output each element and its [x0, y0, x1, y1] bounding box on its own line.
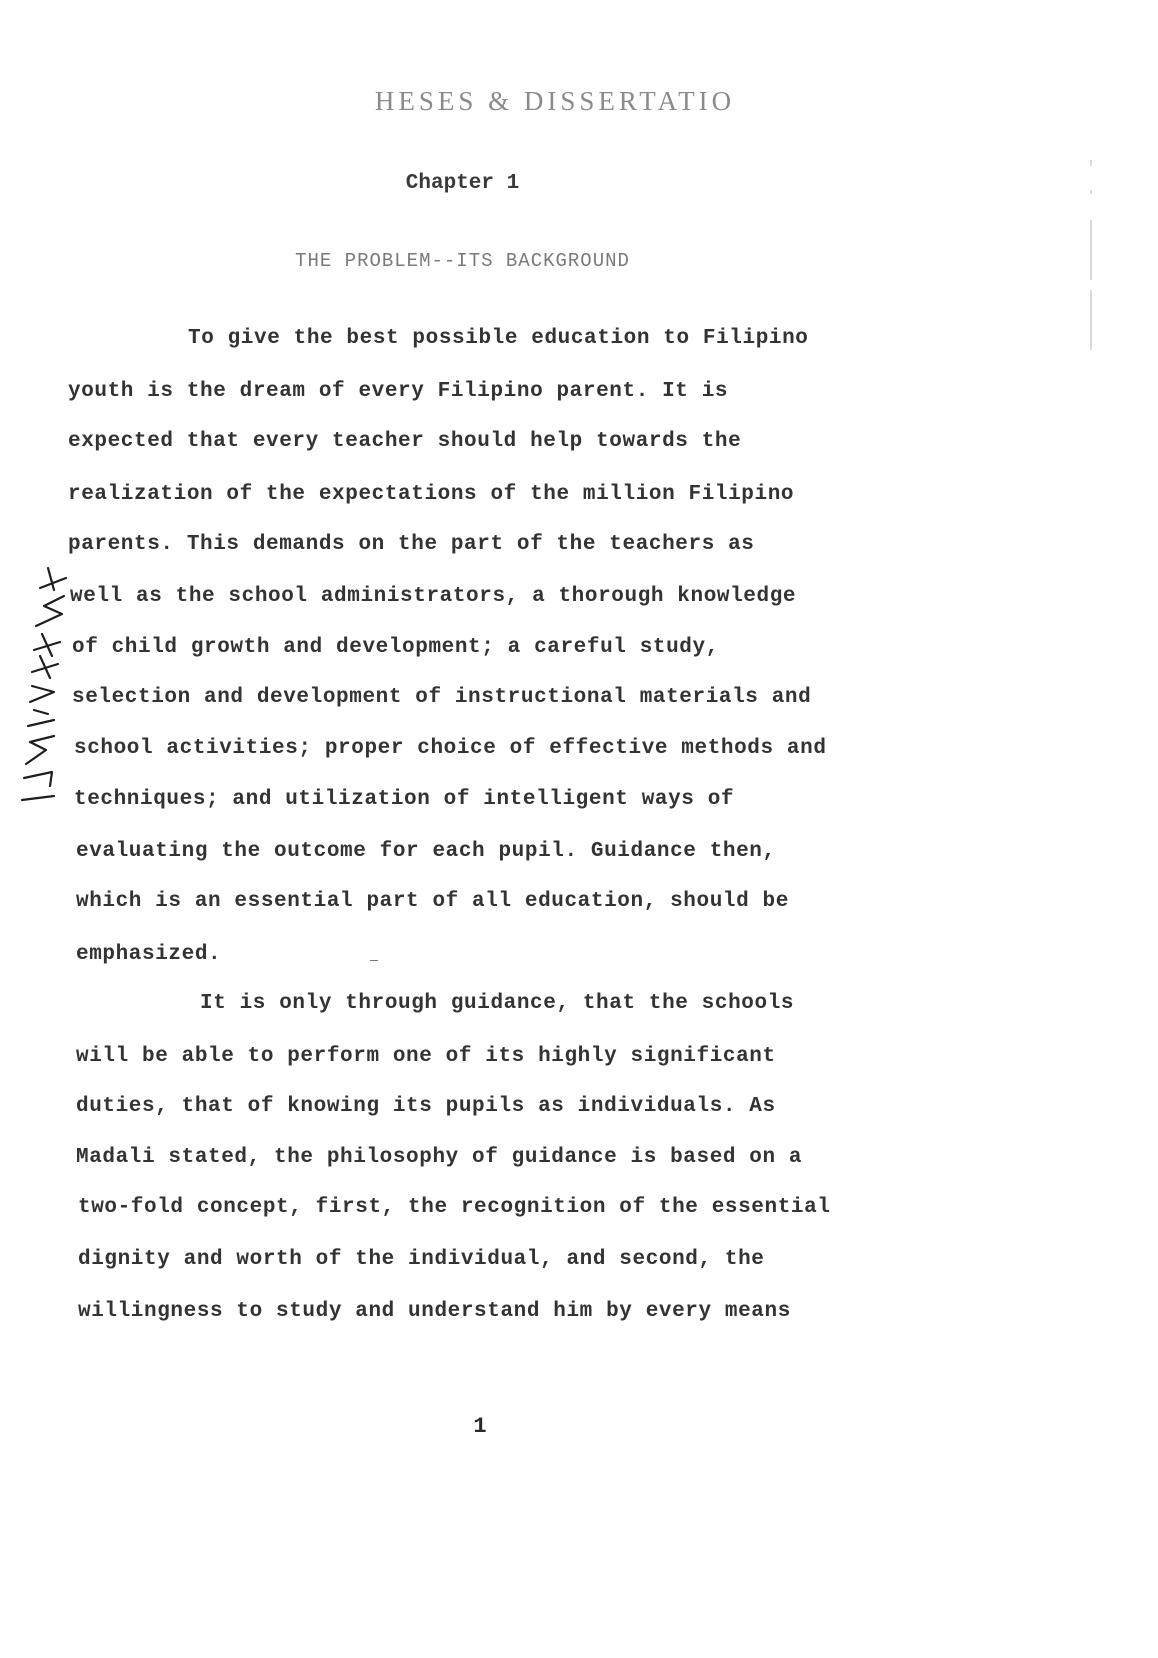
- text-line: evaluating the outcome for each pupil. Guidance then,: [76, 840, 776, 863]
- text-line: which is an essential part of all education, should be: [76, 890, 789, 913]
- text-line: expected that every teacher should help towards the: [68, 430, 742, 453]
- chapter-title: THE PROBLEM--ITS BACKGROUND: [295, 250, 630, 272]
- text-line: school activities; proper choice of effective methods and: [74, 737, 827, 760]
- text-line: emphasized.: [76, 943, 222, 966]
- text-line: realization of the expectations of the million Filipino: [68, 483, 795, 506]
- text-line: of child growth and development; a careful study,: [72, 636, 719, 659]
- text-line: It is only through guidance, that the schools: [200, 992, 795, 1015]
- text-line: dignity and worth of the individual, and second, the: [78, 1248, 765, 1271]
- text-line: will be able to perform one of its highly significant: [76, 1045, 776, 1068]
- text-line: parents. This demands on the part of the teachers as: [68, 533, 755, 556]
- text-line: well as the school administrators, a thorough knowledge: [70, 585, 797, 608]
- text-line: Madali stated, the philosophy of guidance is based on a: [76, 1146, 803, 1169]
- text-line: techniques; and utilization of intelligent ways of: [74, 788, 735, 811]
- handwritten-call-number: [14, 560, 74, 810]
- text-line: duties, that of knowing its pupils as individuals. As: [76, 1095, 776, 1118]
- text-line: two-fold concept, first, the recognition of the essential: [78, 1196, 831, 1219]
- scan-edge-marks: [1086, 160, 1096, 350]
- text-line: selection and development of instructional materials and: [72, 686, 812, 709]
- chapter-heading: Chapter 1: [405, 172, 520, 195]
- text-line: willingness to study and understand him by every means: [78, 1300, 791, 1323]
- text-line: youth is the dream of every Filipino parent. It is: [68, 380, 729, 403]
- page-number: 1: [473, 1414, 487, 1439]
- stray-mark: [370, 960, 378, 961]
- text-line: To give the best possible education to Filipino: [188, 327, 809, 350]
- handwritten-signature-icon: [14, 560, 74, 810]
- theses-stamp: HESES & DISSERTATIO: [374, 86, 736, 116]
